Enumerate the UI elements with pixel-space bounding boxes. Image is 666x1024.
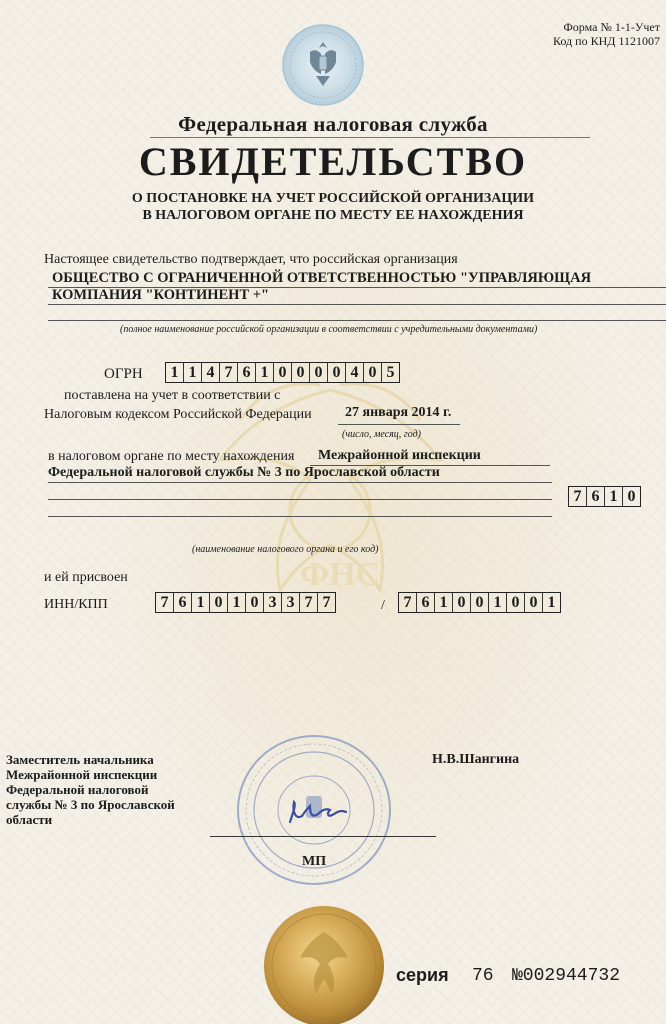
tax-rule-4 bbox=[48, 516, 552, 517]
inn-digit: 7 bbox=[300, 593, 318, 612]
ogrn-digit: 0 bbox=[274, 363, 292, 382]
assigned-text: и ей присвоен bbox=[44, 570, 128, 585]
inn-digit: 3 bbox=[264, 593, 282, 612]
position-line-2: Межрайонной инспекции bbox=[6, 767, 158, 782]
subtitle-line-2: В НАЛОГОВОМ ОРГАНЕ ПО МЕСТУ ЕЕ НАХОЖДЕНИЯ bbox=[142, 208, 524, 223]
kpp-digit: 0 bbox=[453, 593, 471, 612]
knd-code: Код по КНД 1121007 bbox=[553, 34, 660, 48]
kpp-digit: 1 bbox=[547, 594, 556, 611]
tax-code-digit: 1 bbox=[605, 487, 623, 506]
kpp-digit: 6 bbox=[417, 593, 435, 612]
inn-digit: 3 bbox=[282, 593, 300, 612]
inn-digit: 1 bbox=[192, 593, 210, 612]
org-name-rule-2 bbox=[48, 304, 666, 305]
position-line-1: Заместитель начальника bbox=[6, 752, 154, 767]
inn-digit: 1 bbox=[228, 593, 246, 612]
tax-authority-caption: (наименование налогового органа и его код) bbox=[192, 544, 379, 555]
ogrn-digit: 6 bbox=[238, 363, 256, 382]
ogrn-digit: 1 bbox=[166, 363, 184, 382]
ogrn-digit: 0 bbox=[364, 363, 382, 382]
kpp-digit: 0 bbox=[471, 593, 489, 612]
agency-name: Федеральная налоговая служба bbox=[178, 112, 488, 136]
organization-intro: Настоящее свидетельство подтверждает, что российская организация bbox=[44, 252, 458, 267]
registration-line-1: поставлена на учет в соответствии с bbox=[64, 388, 281, 403]
inn-kpp-label: ИНН/КПП bbox=[44, 597, 108, 612]
serial-number: №002944732 bbox=[512, 966, 621, 986]
tax-authority-intro: в налоговом органе по месту нахождения bbox=[48, 449, 295, 464]
stamp-place-label: МП bbox=[302, 854, 327, 869]
tax-rule-2 bbox=[48, 482, 552, 483]
ogrn-digit: 0 bbox=[310, 363, 328, 382]
gold-hologram-seal bbox=[260, 902, 388, 1024]
organization-caption: (полное наименование российской организации в соответствии с учредительными документами) bbox=[120, 324, 538, 335]
tax-code-digit: 7 bbox=[569, 487, 587, 506]
registration-date: 27 января 2014 г. bbox=[345, 405, 452, 420]
certificate-subtitle bbox=[0, 190, 666, 224]
subtitle-line-1: О ПОСТАНОВКЕ НА УЧЕТ РОССИЙСКОЙ ОРГАНИЗАЦИИ bbox=[131, 191, 535, 206]
signer-name: Н.В.Шангина bbox=[432, 752, 520, 767]
svg-text:ФНС: ФНС bbox=[300, 556, 381, 593]
signature-line bbox=[210, 836, 436, 837]
date-caption: (число, месяц, год) bbox=[342, 429, 421, 440]
position-line-3: Федеральной налоговой bbox=[6, 782, 149, 797]
organization-name-line-1: ОБЩЕСТВО С ОГРАНИЧЕННОЙ ОТВЕТСТВЕННОСТЬЮ "УПРАВЛЯЮЩАЯ bbox=[52, 270, 592, 286]
kpp-digit: 0 bbox=[525, 593, 543, 612]
certificate-title: СВИДЕТЕЛЬСТВО bbox=[138, 139, 528, 184]
tax-authority-name-line-1: Межрайонной инспекции bbox=[318, 448, 481, 463]
registration-line-2: Налоговым кодексом Российской Федерации bbox=[44, 407, 312, 422]
ogrn-digit: 4 bbox=[202, 363, 220, 382]
tax-code-digit: 6 bbox=[587, 487, 605, 506]
inn-digit: 0 bbox=[210, 593, 228, 612]
ogrn-digit: 7 bbox=[220, 363, 238, 382]
ogrn-digit: 5 bbox=[386, 364, 395, 381]
tax-authority-name-line-2: Федеральной налоговой службы № 3 по Ярославской области bbox=[48, 465, 440, 480]
kpp-digit-boxes bbox=[398, 592, 561, 613]
form-code bbox=[553, 20, 660, 48]
inn-digit: 6 bbox=[174, 593, 192, 612]
handwritten-signature bbox=[280, 792, 360, 832]
series-number: 76 bbox=[472, 966, 494, 986]
ogrn-digit: 0 bbox=[328, 363, 346, 382]
inn-kpp-separator: / bbox=[381, 598, 385, 613]
inn-digit-boxes bbox=[155, 592, 336, 613]
tax-authority-code-boxes bbox=[568, 486, 641, 507]
position-line-5: области bbox=[6, 812, 53, 827]
ogrn-digit: 4 bbox=[346, 363, 364, 382]
series-label: серия bbox=[396, 965, 449, 985]
ogrn-digit: 1 bbox=[256, 363, 274, 382]
kpp-digit: 1 bbox=[435, 593, 453, 612]
tax-rule-3 bbox=[48, 499, 552, 500]
ogrn-label: ОГРН bbox=[104, 366, 143, 382]
date-rule bbox=[338, 424, 460, 425]
ogrn-digit-boxes bbox=[165, 362, 400, 383]
coat-of-arms-hologram-icon bbox=[280, 22, 366, 108]
org-name-rule-1 bbox=[48, 287, 666, 288]
organization-name-line-2: КОМПАНИЯ "КОНТИНЕНТ +" bbox=[52, 287, 270, 303]
kpp-digit: 7 bbox=[399, 593, 417, 612]
kpp-digit: 1 bbox=[489, 593, 507, 612]
tax-code-digit: 0 bbox=[627, 488, 636, 505]
ogrn-digit: 0 bbox=[292, 363, 310, 382]
org-name-rule-3 bbox=[48, 320, 666, 321]
position-line-4: службы № 3 по Ярославской bbox=[6, 797, 175, 812]
kpp-digit: 0 bbox=[507, 593, 525, 612]
inn-digit: 7 bbox=[156, 593, 174, 612]
ogrn-digit: 1 bbox=[184, 363, 202, 382]
signatory-position bbox=[6, 752, 175, 827]
form-number: Форма № 1-1-Учет bbox=[563, 20, 660, 34]
inn-digit: 7 bbox=[322, 594, 331, 611]
inn-digit: 0 bbox=[246, 593, 264, 612]
